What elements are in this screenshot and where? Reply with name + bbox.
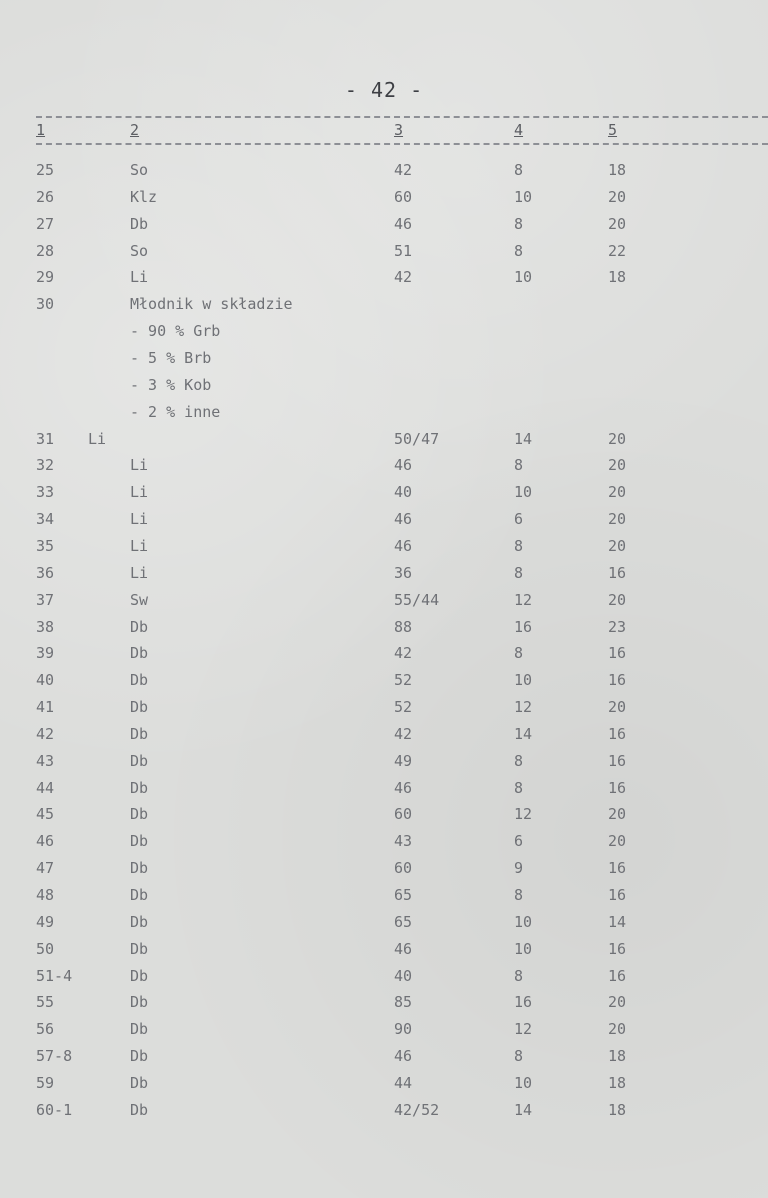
row-col-3: 90 <box>394 1020 413 1039</box>
header-col-1: 1 <box>36 121 46 139</box>
row-number: 49 <box>36 912 55 931</box>
row-col-4: 12 <box>514 1020 533 1039</box>
row-number: 55 <box>36 993 55 1012</box>
row-col-3: 88 <box>394 617 413 636</box>
row-col-4: 10 <box>514 939 533 958</box>
row-col-4: 14 <box>514 724 533 743</box>
row-col-5: 20 <box>608 187 627 206</box>
row-col-3: 46 <box>394 778 413 797</box>
row-col-3: 65 <box>394 886 413 904</box>
row-col-4: 8 <box>514 966 524 985</box>
row-col-3: 60 <box>394 859 413 878</box>
row-col-3: 46 <box>394 456 413 475</box>
row-species: Sw <box>130 590 149 609</box>
row-col-4: 16 <box>514 993 533 1012</box>
row-col-3: 50/47 <box>394 429 440 448</box>
row-col-3: 60 <box>394 187 413 206</box>
row-col-5: 20 <box>608 1020 627 1039</box>
row-col-5: 18 <box>608 1047 627 1066</box>
row-col-4: 12 <box>514 590 533 609</box>
row-col-3: 49 <box>394 751 413 770</box>
row-number: 25 <box>36 161 55 179</box>
row-col-3: 46 <box>394 214 413 233</box>
row-species: Db <box>130 993 149 1012</box>
row-col-3: 46 <box>394 510 413 529</box>
row-number: 27 <box>36 214 55 233</box>
row-col-3: 40 <box>394 483 413 502</box>
header-col-3: 3 <box>394 121 404 139</box>
row-col-4: 8 <box>514 563 524 582</box>
row-col-5: 16 <box>608 778 627 797</box>
row-col-4: 16 <box>514 617 533 636</box>
row-col-3: 52 <box>394 698 413 716</box>
row-col-4: 8 <box>514 241 524 260</box>
row-col-5: 16 <box>608 644 627 663</box>
dash-line-bottom <box>36 143 768 145</box>
row-col-4: 6 <box>514 510 524 529</box>
row-number: 47 <box>36 859 55 878</box>
row-col-3: 42/52 <box>394 1100 440 1119</box>
row-col-3: 42 <box>394 161 413 179</box>
row-col-4: 12 <box>514 805 533 824</box>
row-col-4: 10 <box>514 483 533 502</box>
row-col-4: 8 <box>514 778 524 797</box>
row-number: 33 <box>36 483 55 502</box>
row-col-5: 20 <box>608 832 627 851</box>
row-col-4: 8 <box>514 536 524 555</box>
row-species: Db <box>130 671 149 690</box>
row-number: 48 <box>36 886 55 904</box>
row-col-5: 20 <box>608 483 627 502</box>
row-col-5: 20 <box>608 536 627 555</box>
row-number: 40 <box>36 671 55 690</box>
row-col-5: 20 <box>608 429 627 448</box>
row-number: 37 <box>36 590 55 609</box>
row-species: Li <box>130 456 149 475</box>
row-col-5: 14 <box>608 912 627 931</box>
row-col-5: 20 <box>608 590 627 609</box>
row-species: Db <box>130 698 149 716</box>
row-col-4: 8 <box>514 644 524 663</box>
row-col-3: 46 <box>394 1047 413 1066</box>
row-number: 28 <box>36 241 55 260</box>
row-number: 38 <box>36 617 55 636</box>
row-species: Db <box>130 214 149 233</box>
row-col-3: 55/44 <box>394 590 440 609</box>
row-col-3: 44 <box>394 1073 413 1092</box>
row-col-4: 6 <box>514 832 524 851</box>
row-col-3: 42 <box>394 644 413 663</box>
row-col-5: 16 <box>608 671 627 690</box>
row-col-5: 16 <box>608 886 627 904</box>
row-col-3: 46 <box>394 939 413 958</box>
row-col-5: 23 <box>608 617 627 636</box>
row-species: Db <box>130 617 149 636</box>
row-col-4: 14 <box>514 429 533 448</box>
row-number: 44 <box>36 778 55 797</box>
row-species: Db <box>130 1073 149 1092</box>
row-col-4: 12 <box>514 698 533 716</box>
row-species: Db <box>130 805 149 824</box>
row-col-5: 22 <box>608 241 627 260</box>
row-number: 26 <box>36 187 55 206</box>
row-species: Db <box>130 778 149 797</box>
row-species: Db <box>130 939 149 958</box>
row-col-3: 52 <box>394 671 413 690</box>
row-species: So <box>130 161 149 179</box>
row-col-4: 10 <box>514 912 533 931</box>
header-col-4: 4 <box>514 121 524 139</box>
row-number: 29 <box>36 268 55 287</box>
row-number: 50 <box>36 939 55 958</box>
row-col-4: 14 <box>514 1100 533 1119</box>
row-col-3: 42 <box>394 268 413 287</box>
row-col-3: 51 <box>394 241 413 260</box>
row-species: Db <box>130 644 149 663</box>
row-col-5: 18 <box>608 161 627 179</box>
row-col-3: 60 <box>394 805 413 824</box>
row-species: Db <box>130 912 149 931</box>
row-number: 31 <box>36 429 55 448</box>
row-species: Db <box>130 1020 149 1039</box>
row-number: 57-8 <box>36 1047 73 1066</box>
row-species: - 90 % Grb <box>130 322 221 341</box>
row-species: - 2 % inne <box>130 402 221 421</box>
row-number: 36 <box>36 563 55 582</box>
row-col-4: 10 <box>514 187 533 206</box>
row-number: 46 <box>36 832 55 851</box>
row-species: So <box>130 241 149 260</box>
row-species: Klz <box>130 187 158 206</box>
row-col-3: 36 <box>394 563 413 582</box>
row-col-3: 43 <box>394 832 413 851</box>
row-col-4: 8 <box>514 751 524 770</box>
row-col-5: 16 <box>608 563 627 582</box>
row-species: Li <box>130 510 149 529</box>
row-species: Db <box>130 886 149 904</box>
row-number: 35 <box>36 536 55 555</box>
row-species: Db <box>130 966 149 985</box>
row-number: 51-4 <box>36 966 73 985</box>
row-col-5: 20 <box>608 510 627 529</box>
row-col-5: 16 <box>608 859 627 878</box>
row-col-5: 18 <box>608 268 627 287</box>
row-species: Db <box>130 859 149 878</box>
row-species: Młodnik w składzie <box>130 295 293 314</box>
row-col-5: 16 <box>608 939 627 958</box>
row-species: Li <box>130 483 149 502</box>
row-number: 39 <box>36 644 55 663</box>
row-col-5: 18 <box>608 1073 627 1092</box>
row-col-3: 46 <box>394 536 413 555</box>
row-col-5: 16 <box>608 724 627 743</box>
row-col-3: 42 <box>394 724 413 743</box>
row-number: 34 <box>36 510 55 529</box>
row-col-5: 20 <box>608 805 627 824</box>
row-col-4: 9 <box>514 859 524 878</box>
row-species: - 3 % Kob <box>130 375 212 394</box>
row-col-4: 10 <box>514 268 533 287</box>
row-col-5: 20 <box>608 698 627 716</box>
row-species: Db <box>130 832 149 851</box>
row-species: - 5 % Brb <box>130 349 212 367</box>
row-species: Li <box>130 563 149 582</box>
row-col-5: 18 <box>608 1100 627 1119</box>
row-number: 45 <box>36 805 55 824</box>
row-species: Db <box>130 751 149 770</box>
row-number: 30 <box>36 295 55 314</box>
row-col-3: 85 <box>394 993 413 1012</box>
row-col-4: 8 <box>514 456 524 475</box>
row-col-5: 20 <box>608 214 627 233</box>
header-col-5: 5 <box>608 121 618 139</box>
row-number: 56 <box>36 1020 55 1039</box>
row-col-5: 20 <box>608 456 627 475</box>
row-col-5: 20 <box>608 993 627 1012</box>
row-species: Li <box>130 536 149 555</box>
row-number: 60-1 <box>36 1100 73 1119</box>
row-col-3: 40 <box>394 966 413 985</box>
row-number: 32 <box>36 456 55 475</box>
row-species: Li <box>88 429 107 448</box>
row-number: 43 <box>36 751 55 770</box>
row-col-5: 16 <box>608 751 627 770</box>
row-col-4: 10 <box>514 1073 533 1092</box>
row-col-4: 8 <box>514 1047 524 1066</box>
header-col-2: 2 <box>130 121 140 139</box>
row-species: Db <box>130 1100 149 1119</box>
row-col-4: 10 <box>514 671 533 690</box>
row-number: 42 <box>36 724 55 743</box>
row-species: Db <box>130 724 149 743</box>
row-species: Db <box>130 1047 149 1066</box>
row-species: Li <box>130 268 149 287</box>
row-number: 41 <box>36 698 55 716</box>
row-col-4: 8 <box>514 886 524 904</box>
page-number: - 42 - <box>344 78 424 102</box>
row-number: 59 <box>36 1073 55 1092</box>
row-col-3: 65 <box>394 912 413 931</box>
row-col-4: 8 <box>514 214 524 233</box>
row-col-4: 8 <box>514 161 524 179</box>
row-col-5: 16 <box>608 966 627 985</box>
